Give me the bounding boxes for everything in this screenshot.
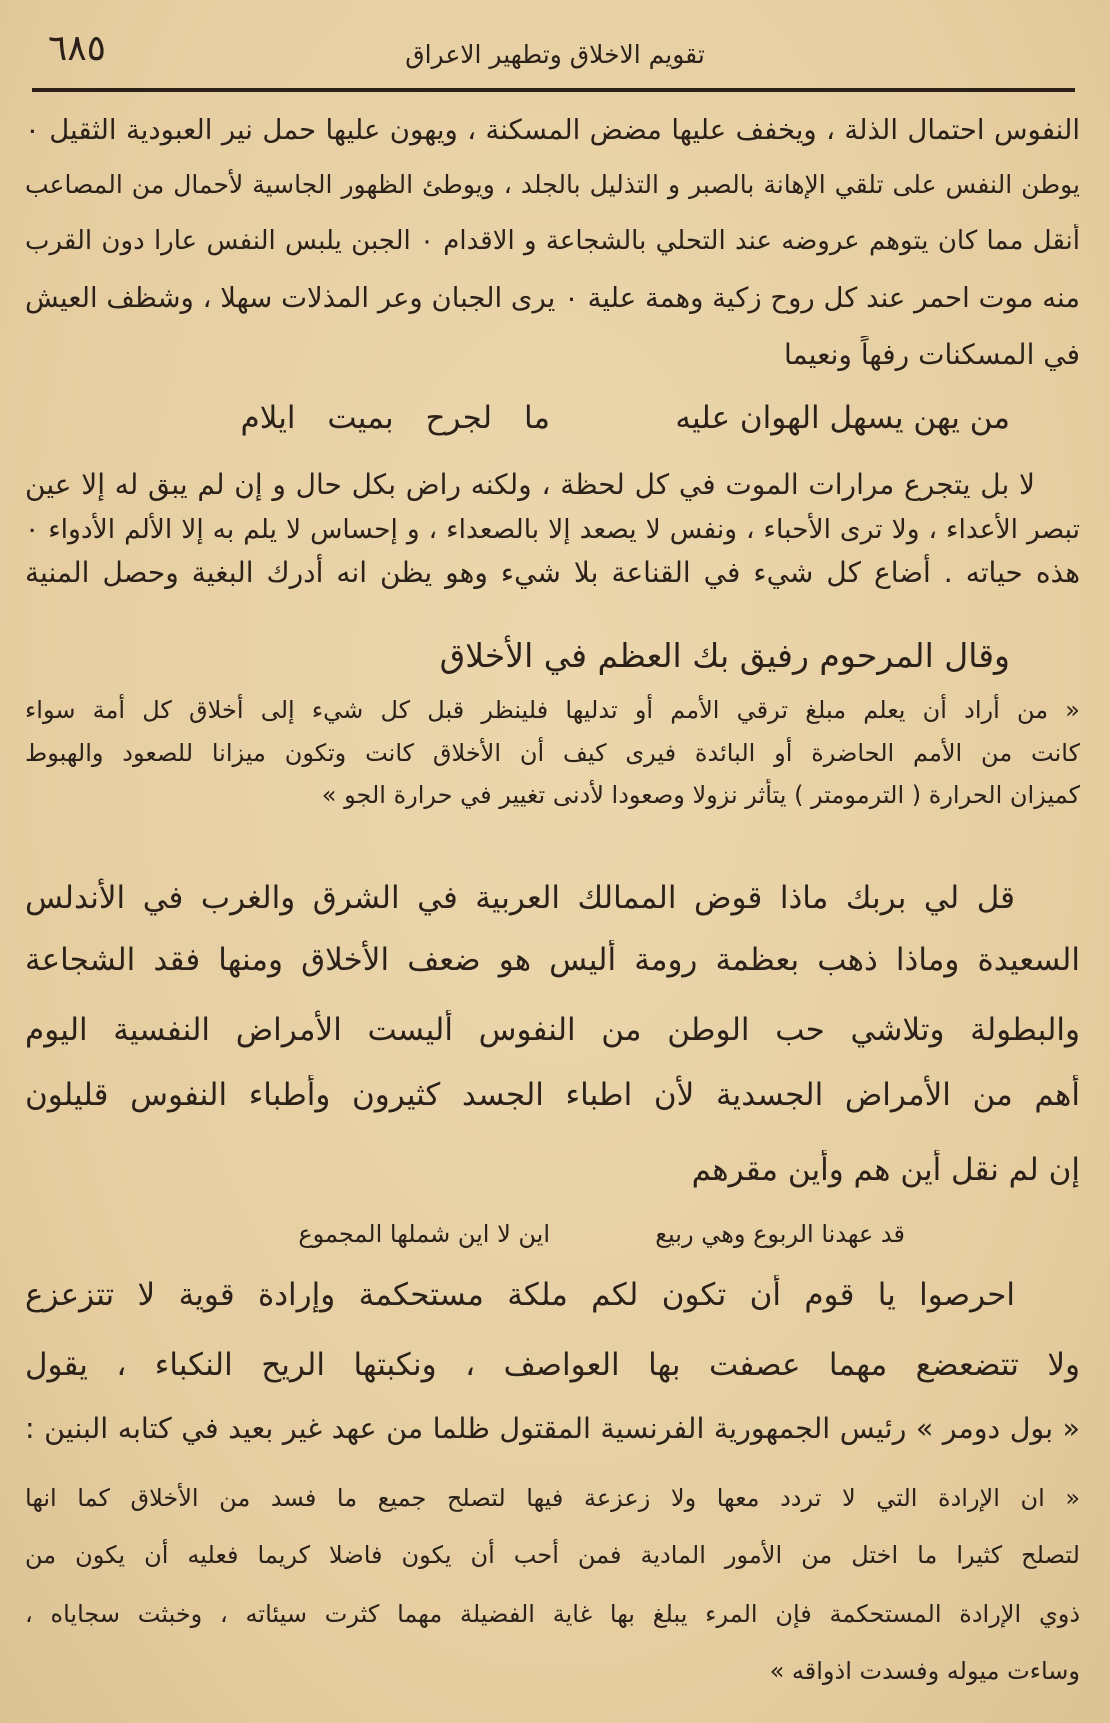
- header-rule: [32, 88, 1075, 92]
- text-line: والبطولة وتلاشي حب الوطن من النفوس أليست الأمراض النفسية اليوم: [25, 1012, 1080, 1048]
- quote-line: « من أراد أن يعلم مبلغ ترقي الأمم أو تدليها فلينظر قبل كل شيء إلى أخلاق كل أمة سواء: [25, 696, 1080, 724]
- page-number: ٦٨٥: [48, 28, 107, 69]
- text-line: أنقل مما كان يتوهم عروضه عند التحلي بالشجاعة و الاقدام ٠ الجبن يلبس النفس عارا دون القرب: [25, 226, 1080, 256]
- quote-line: ذوي الإرادة المستحكمة فإن المرء يبلغ بها غاية الفضيلة مهما كثرت سيئاته ، وخبثت سجاياه ،: [25, 1600, 1080, 1628]
- verse-second-hemistich: ما لجرح بميت ايلام: [240, 400, 550, 436]
- text-line: هذه حياته . أضاع كل شيء في القناعة بلا شيء وهو يظن انه أدرك البغية وحصل المنية: [25, 556, 1080, 589]
- section-heading: وقال المرحوم رفيق بك العظم في الأخلاق: [439, 636, 1010, 675]
- quote-line: وساءت ميوله وفسدت اذواقه »: [769, 1657, 1080, 1685]
- verse-second-hemistich: اين لا اين شملها المجموع: [298, 1220, 550, 1248]
- quote-line: « ان الإرادة التي لا تردد معها ولا زعزعة فيها لتصلح جميع ما فسد من الأخلاق كما انها: [25, 1484, 1080, 1512]
- text-line: منه موت احمر عند كل روح زكية وهمة علية ٠ يرى الجبان وعر المذلات سهلا ، وشظف العيش: [25, 282, 1080, 314]
- text-line: لا بل يتجرع مرارات الموت في كل لحظة ، ولكنه راض بكل حال و إن لم يبق له إلا عين: [25, 468, 1035, 501]
- text-line: « بول دومر » رئيس الجمهورية الفرنسية المقتول ظلما من عهد غير بعيد في كتابه البنين :: [25, 1412, 1080, 1445]
- quote-line: لتصلح كثيرا ما اختل من الأمور المادية فمن أحب أن يكون فاضلا كريما فعليه أن يكون من: [25, 1541, 1080, 1569]
- text-line: إن لم نقل أين هم وأين مقرهم: [691, 1152, 1080, 1188]
- verse-first-hemistich: قد عهدنا الربوع وهي ربيع: [655, 1220, 905, 1248]
- text-line: ولا تتضعضع مهما عصفت بها العواصف ، ونكبتها الريح النكباء ، يقول: [25, 1347, 1080, 1383]
- text-line: قل لي بربك ماذا قوض الممالك العربية في الشرق والغرب في الأندلس: [25, 880, 1015, 916]
- quote-line: كميزان الحرارة ( الترمومتر ) يتأثر نزولا وصعودا لأدنى تغيير في حرارة الجو »: [321, 781, 1080, 809]
- running-title: تقويم الاخلاق وتطهير الاعراق: [405, 40, 705, 69]
- verse-first-hemistich: من يهن يسهل الهوان عليه: [675, 400, 1010, 436]
- text-line: احرصوا يا قوم أن تكون لكم ملكة مستحكمة وإرادة قوية لا تتزعزع: [25, 1277, 1015, 1313]
- text-line: يوطن النفس على تلقي الإهانة بالصبر و التذليل بالجلد ، ويوطئ الظهور الجاسية لأحمال من المصاعب: [25, 170, 1080, 199]
- text-line: في المسكنات رفهاً ونعيما: [783, 338, 1080, 371]
- quote-line: كانت من الأمم الحاضرة أو البائدة فيرى كيف أن الأخلاق كانت وتكون ميزانا للصعود والهبوط: [25, 739, 1080, 767]
- text-line: النفوس احتمال الذلة ، ويخفف عليها مضض المسكنة ، ويهون عليها حمل نير العبودية الثقيل ٠: [25, 114, 1080, 146]
- text-line: أهم من الأمراض الجسدية لأن اطباء الجسد كثيرون وأطباء النفوس قليلون: [25, 1077, 1080, 1113]
- text-line: تبصر الأعداء ، ولا ترى الأحباء ، ونفس لا يصعد إلا بالصعداء ، و إحساس لا يلم به إلا الألم الأدواء ٠: [25, 514, 1080, 545]
- text-line: السعيدة وماذا ذهب بعظمة رومة أليس هو ضعف الأخلاق ومنها فقد الشجاعة: [25, 942, 1080, 978]
